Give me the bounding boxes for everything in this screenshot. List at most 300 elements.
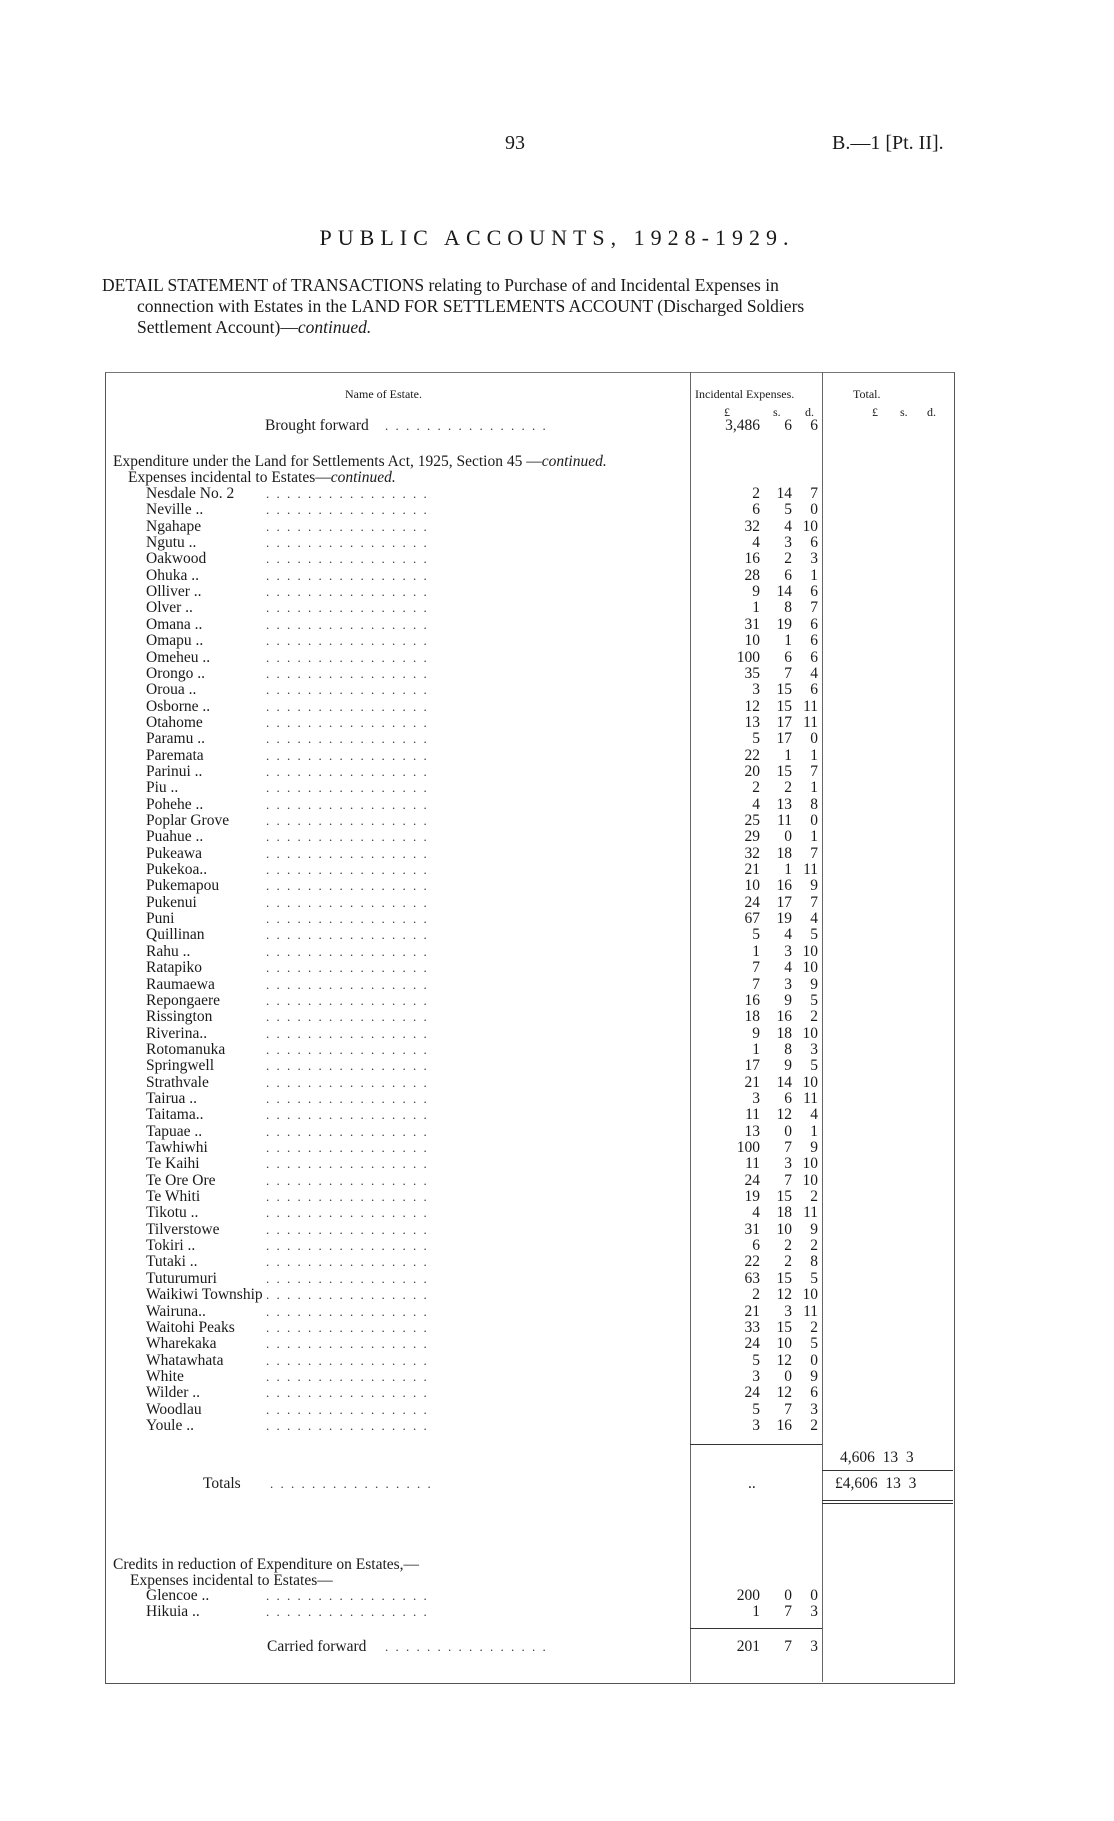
estate-pence: 2 — [810, 1318, 818, 1336]
estate-pounds: 21 — [744, 861, 760, 879]
totals-row — [0, 1476, 1114, 1492]
estate-dots: . . . . . . . . . . . . . . . . — [266, 1189, 429, 1205]
estate-row — [0, 829, 1114, 845]
estate-pounds: 3 — [752, 1089, 760, 1107]
estate-dots: . . . . . . . . . . . . . . . . — [266, 1172, 429, 1188]
section-subheading-continued: continued. — [330, 469, 396, 486]
estate-dots: . . . . . . . . . . . . . . . . — [266, 1385, 429, 1401]
estate-pence: 6 — [810, 534, 818, 552]
estate-row — [0, 1320, 1114, 1336]
estate-name: Piu .. — [146, 779, 179, 797]
subtotal-pence: 3 — [905, 1449, 914, 1466]
estate-dots: . . . . . . . . . . . . . . . . — [266, 1270, 429, 1286]
estate-pence: 6 — [810, 615, 818, 633]
estate-row — [0, 486, 1114, 502]
estate-pence: 10 — [802, 1286, 818, 1304]
estate-dots: . . . . . . . . . . . . . . . . — [266, 1319, 429, 1335]
estate-shillings: 15 — [776, 1188, 792, 1206]
estate-name: Rotomanuka — [146, 1040, 226, 1058]
estate-dots: . . . . . . . . . . . . . . . . — [266, 1368, 429, 1384]
estate-row — [0, 502, 1114, 518]
estate-name: Wharekaka — [146, 1335, 217, 1353]
estate-dots: . . . . . . . . . . . . . . . . — [266, 1140, 429, 1155]
estate-pence: 0 — [810, 1351, 818, 1369]
estate-pounds: 1 — [752, 599, 760, 617]
estate-row — [0, 731, 1114, 747]
estate-name: Springwell — [146, 1057, 215, 1075]
estate-shillings: 16 — [776, 1008, 792, 1026]
estate-pounds: 20 — [744, 762, 760, 780]
estate-dots: . . . . . . . . . . . . . . . . — [266, 747, 429, 763]
estate-row — [0, 1058, 1114, 1074]
estate-shillings: 15 — [776, 1269, 792, 1287]
header-total: Total. — [853, 387, 881, 401]
estate-row — [0, 568, 1114, 584]
estate-dots: . . . . . . . . . . . . . . . . — [266, 1303, 429, 1319]
estate-dots: . . . . . . . . . . . . . . . . — [266, 1254, 429, 1270]
estate-pounds: 7 — [752, 959, 760, 977]
estate-pounds: 31 — [744, 615, 760, 633]
estate-pence: 5 — [810, 991, 818, 1009]
estate-shillings: 1 — [784, 746, 792, 764]
estate-dots: . . . . . . . . . . . . . . . . — [266, 567, 429, 583]
estate-pounds: 22 — [744, 1253, 760, 1271]
totals-incidental: .. — [748, 1475, 756, 1492]
estate-name: Quillinan — [146, 926, 205, 944]
estate-pounds: 18 — [744, 1008, 760, 1026]
estate-pence: 5 — [810, 1057, 818, 1075]
credit-name: Glencoe .. — [146, 1587, 210, 1604]
estate-shillings: 6 — [784, 566, 792, 584]
estate-row — [0, 748, 1114, 764]
brought-forward-pounds: 3,486 — [725, 417, 760, 434]
estate-shillings: 0 — [784, 1122, 792, 1140]
estate-shillings: 1 — [784, 632, 792, 650]
estate-row — [0, 584, 1114, 600]
estate-pounds: 21 — [744, 1073, 760, 1091]
estate-pence: 10 — [802, 942, 818, 960]
estate-dots: . . . . . . . . . . . . . . . . — [266, 1107, 429, 1123]
estate-shillings: 14 — [776, 583, 792, 601]
estate-shillings: 7 — [784, 1400, 792, 1418]
credit-shillings: 7 — [784, 1603, 792, 1620]
estate-shillings: 16 — [776, 877, 792, 895]
estate-pence: 5 — [810, 1269, 818, 1287]
carried-forward-pence: 3 — [810, 1638, 818, 1655]
estate-shillings: 8 — [784, 1040, 792, 1058]
estate-shillings: 2 — [784, 550, 792, 568]
estate-pounds: 5 — [752, 730, 760, 748]
estate-name: Riverina.. — [146, 1024, 208, 1042]
estate-row — [0, 1254, 1114, 1270]
carried-forward-row — [0, 1639, 1114, 1655]
estate-name: Pukekoa.. — [146, 861, 208, 879]
estate-pounds: 7 — [752, 975, 760, 993]
brought-forward-dots: . . . . . . . . . . . . . . . . — [385, 418, 548, 433]
section-subheading-text: Expenses incidental to Estates— — [128, 469, 331, 486]
estate-dots: . . . . . . . . . . . . . . . . — [266, 551, 429, 567]
estate-pounds: 100 — [736, 648, 760, 666]
estate-row — [0, 977, 1114, 993]
estate-pounds: 5 — [752, 1400, 760, 1418]
estate-dots: . . . . . . . . . . . . . . . . — [266, 486, 429, 501]
estate-row — [0, 1042, 1114, 1058]
estate-row — [0, 1287, 1114, 1303]
estate-name: Oakwood — [146, 550, 207, 568]
incidental-sum-rule — [690, 1444, 822, 1445]
estate-pence: 8 — [810, 795, 818, 813]
estate-shillings: 2 — [784, 1237, 792, 1255]
estate-dots: . . . . . . . . . . . . . . . . — [266, 976, 429, 992]
estate-name: Ngahape — [146, 517, 202, 535]
estate-dots: . . . . . . . . . . . . . . . . — [266, 584, 429, 600]
estate-row — [0, 1140, 1114, 1156]
estate-name: Olliver .. — [146, 583, 202, 601]
credits-heading: Credits in reduction of Expenditure on Estates,— — [113, 1556, 420, 1573]
estate-pounds: 4 — [752, 534, 760, 552]
estate-pence: 3 — [810, 550, 818, 568]
page-number: 93 — [505, 132, 525, 154]
estate-pounds: 17 — [744, 1057, 760, 1075]
estate-shillings: 17 — [776, 713, 792, 731]
header-name-of-estate: Name of Estate. — [345, 387, 422, 401]
estate-pounds: 11 — [745, 1155, 760, 1173]
estate-dots: . . . . . . . . . . . . . . . . — [266, 1009, 429, 1025]
estate-pence: 6 — [810, 632, 818, 650]
estate-row — [0, 535, 1114, 551]
estate-pence: 11 — [803, 1302, 818, 1320]
estate-name: Pukenui — [146, 893, 197, 911]
estate-pounds: 1 — [752, 942, 760, 960]
estate-row — [0, 1304, 1114, 1320]
estate-shillings: 18 — [776, 1024, 792, 1042]
estate-shillings: 19 — [776, 910, 792, 928]
estate-row — [0, 600, 1114, 616]
estate-shillings: 12 — [776, 1384, 792, 1402]
estate-row — [0, 1222, 1114, 1238]
estate-shillings: 7 — [784, 664, 792, 682]
estate-dots: . . . . . . . . . . . . . . . . — [266, 714, 429, 730]
estate-name: Woodlau — [146, 1400, 202, 1418]
estate-dots: . . . . . . . . . . . . . . . . — [266, 878, 429, 894]
estate-row — [0, 617, 1114, 633]
estate-shillings: 7 — [784, 1139, 792, 1156]
estate-pounds: 2 — [752, 485, 760, 502]
estate-dots: . . . . . . . . . . . . . . . . — [266, 813, 429, 828]
estate-pounds: 32 — [744, 844, 760, 862]
estate-dots: . . . . . . . . . . . . . . . . — [266, 600, 429, 616]
estate-pence: 10 — [802, 1155, 818, 1173]
estate-pence: 11 — [803, 1204, 818, 1222]
estate-pounds: 3 — [752, 1367, 760, 1385]
credit-pounds: 200 — [736, 1587, 760, 1604]
estate-pence: 2 — [810, 1188, 818, 1206]
estate-dots: . . . . . . . . . . . . . . . . — [266, 796, 429, 812]
estate-row — [0, 895, 1114, 911]
estate-name: Tapuae .. — [146, 1122, 203, 1140]
estate-row — [0, 715, 1114, 731]
estate-dots: . . . . . . . . . . . . . . . . — [266, 698, 429, 714]
totals-label: Totals — [203, 1475, 241, 1492]
carried-forward-dots: . . . . . . . . . . . . . . . . — [385, 1639, 548, 1654]
credit-pounds: 1 — [752, 1603, 760, 1620]
estate-pounds: 28 — [744, 566, 760, 584]
subtotal-pounds: 4,606 — [840, 1449, 875, 1466]
estate-pence: 4 — [810, 1106, 818, 1124]
estate-pence: 6 — [810, 681, 818, 699]
estate-shillings: 19 — [776, 615, 792, 633]
estate-pence: 9 — [810, 975, 818, 993]
estate-shillings: 3 — [784, 534, 792, 552]
header-incidental-expenses: Incidental Expenses. — [695, 387, 795, 401]
total-pound-unit: £ — [872, 405, 878, 419]
estate-name: Nesdale No. 2 — [146, 485, 235, 502]
estate-pounds: 24 — [744, 1335, 760, 1353]
estate-row — [0, 944, 1114, 960]
estate-shillings: 14 — [776, 1073, 792, 1091]
estate-row — [0, 1418, 1114, 1434]
subtotal-shillings: 13 — [882, 1449, 899, 1466]
estate-shillings: 18 — [776, 1204, 792, 1222]
estate-pence: 0 — [810, 730, 818, 748]
estate-pence: 6 — [810, 1384, 818, 1402]
estate-dots: . . . . . . . . . . . . . . . . — [266, 502, 429, 518]
estate-pence: 8 — [810, 1253, 818, 1271]
totals-amount — [835, 1476, 916, 1492]
totals-dots: . . . . . . . . . . . . . . . . — [270, 1476, 433, 1491]
estate-shillings: 15 — [776, 681, 792, 699]
estate-row — [0, 911, 1114, 927]
estate-name: Osborne .. — [146, 697, 211, 715]
estate-row — [0, 666, 1114, 682]
carried-forward-label: Carried forward — [267, 1638, 367, 1655]
estate-dots: . . . . . . . . . . . . . . . . — [266, 763, 429, 779]
estate-pence: 4 — [810, 910, 818, 928]
estate-name: Tilverstowe — [146, 1220, 220, 1238]
estate-name: Pukeawa — [146, 844, 202, 862]
estate-pounds: 21 — [744, 1302, 760, 1320]
estate-name: Tikotu .. — [146, 1204, 199, 1222]
estate-shillings: 10 — [776, 1335, 792, 1353]
subtitle-line-3 — [104, 317, 962, 338]
estate-dots: . . . . . . . . . . . . . . . . — [266, 1090, 429, 1106]
estate-name: Rahu .. — [146, 942, 191, 960]
page-title: PUBLIC ACCOUNTS, 1928-1929. — [319, 225, 795, 250]
estate-name: Omeheu .. — [146, 648, 211, 666]
estate-pence: 7 — [810, 762, 818, 780]
total-sum-rule — [822, 1470, 953, 1471]
estate-row — [0, 1271, 1114, 1287]
estate-dots: . . . . . . . . . . . . . . . . — [266, 911, 429, 927]
estate-pence: 11 — [803, 1089, 818, 1107]
estate-dots: . . . . . . . . . . . . . . . . — [266, 682, 429, 698]
estate-row — [0, 1026, 1114, 1042]
estate-name: Tairua .. — [146, 1089, 197, 1107]
estate-row — [0, 1124, 1114, 1140]
estate-dots: . . . . . . . . . . . . . . . . — [266, 927, 429, 943]
estate-dots: . . . . . . . . . . . . . . . . — [266, 1401, 429, 1417]
estate-row — [0, 1336, 1114, 1352]
brought-forward-row — [0, 418, 1114, 434]
estate-dots: . . . . . . . . . . . . . . . . — [266, 665, 429, 681]
estate-dots: . . . . . . . . . . . . . . . . — [266, 1238, 429, 1254]
estate-row — [0, 1091, 1114, 1107]
estate-row — [0, 1075, 1114, 1091]
estate-pence: 0 — [810, 812, 818, 829]
estate-row — [0, 1009, 1114, 1025]
estate-name: Omapu .. — [146, 632, 204, 650]
estate-pence: 3 — [810, 1040, 818, 1058]
estate-shillings: 15 — [776, 762, 792, 780]
estate-shillings: 6 — [784, 1089, 792, 1107]
estate-name: Tawhiwhi — [146, 1139, 208, 1156]
estate-dots: . . . . . . . . . . . . . . . . — [266, 731, 429, 747]
estate-shillings: 9 — [784, 991, 792, 1009]
estate-shillings: 12 — [776, 1351, 792, 1369]
estate-pence: 6 — [810, 583, 818, 601]
totals-shillings: 13 — [885, 1475, 901, 1492]
estate-name: Otahome — [146, 713, 203, 731]
estate-name: Tutaki .. — [146, 1253, 198, 1271]
estate-pence: 5 — [810, 1335, 818, 1353]
totals-pence: 3 — [908, 1475, 917, 1492]
estate-name: Whatawhata — [146, 1351, 224, 1369]
estate-name: Puni — [146, 910, 175, 928]
estate-pounds: 29 — [744, 828, 760, 846]
credit-dots: . . . . . . . . . . . . . . . . — [266, 1604, 429, 1619]
estate-shillings: 5 — [784, 501, 792, 519]
estate-shillings: 12 — [776, 1286, 792, 1304]
total-pence-unit: d. — [927, 405, 936, 419]
estate-name: Neville .. — [146, 501, 204, 519]
estate-dots: . . . . . . . . . . . . . . . . — [266, 1221, 429, 1237]
estate-dots: . . . . . . . . . . . . . . . . — [266, 862, 429, 878]
estate-pounds: 3 — [752, 681, 760, 699]
estate-name: Youle .. — [146, 1416, 194, 1434]
estate-row — [0, 1238, 1114, 1254]
subtitle-line-3-text: Settlement Account)— — [137, 317, 298, 337]
brought-forward-label: Brought forward — [265, 417, 369, 434]
subtitle-line-2: connection with Estates in the LAND FOR SETTLEMENTS ACCOUNT (Discharged Soldiers — [137, 296, 805, 316]
subtitle-continued: continued. — [297, 317, 372, 337]
credit-dots: . . . . . . . . . . . . . . . . — [266, 1588, 429, 1603]
estate-pence: 7 — [810, 893, 818, 911]
estate-row — [0, 846, 1114, 862]
estate-row — [0, 764, 1114, 780]
estate-name: Pohehe .. — [146, 795, 204, 813]
estate-row — [0, 878, 1114, 894]
estate-pence: 1 — [810, 1122, 818, 1140]
estate-row — [0, 551, 1114, 567]
subtitle-line-1: DETAIL STATEMENT of TRANSACTIONS relating to Purchase of and Incidental Expenses in — [102, 275, 779, 295]
estate-dots: . . . . . . . . . . . . . . . . — [266, 1074, 429, 1090]
estate-row — [0, 1173, 1114, 1189]
estate-row — [0, 813, 1114, 829]
estate-shillings: 17 — [776, 893, 792, 911]
carried-forward-pounds: 201 — [736, 1638, 760, 1655]
estate-pence: 11 — [803, 697, 818, 715]
estate-pounds: 6 — [752, 501, 760, 519]
estate-shillings: 12 — [776, 1106, 792, 1124]
estate-name: Repongaere — [146, 991, 221, 1009]
estate-shillings: 8 — [784, 599, 792, 617]
estate-pounds: 24 — [744, 893, 760, 911]
estate-pence: 0 — [810, 501, 818, 519]
estate-name: Ratapiko — [146, 959, 202, 977]
estate-pence: 1 — [810, 828, 818, 846]
estate-dots: . . . . . . . . . . . . . . . . — [266, 960, 429, 976]
estate-name: Rissington — [146, 1008, 213, 1026]
estate-pence: 7 — [810, 599, 818, 617]
estate-name: Te Ore Ore — [146, 1171, 216, 1189]
estate-pounds: 9 — [752, 1024, 760, 1042]
credit-pence: 3 — [810, 1603, 818, 1620]
estate-pence: 2 — [810, 1237, 818, 1255]
estate-dots: . . . . . . . . . . . . . . . . — [266, 1205, 429, 1221]
estate-pounds: 1 — [752, 1040, 760, 1058]
estate-pounds: 4 — [752, 795, 760, 813]
estate-pence: 2 — [810, 1416, 818, 1434]
estate-shillings: 1 — [784, 861, 792, 879]
estate-pence: 3 — [810, 1400, 818, 1418]
estate-shillings: 18 — [776, 844, 792, 862]
estate-shillings: 0 — [784, 1367, 792, 1385]
estate-pence: 10 — [802, 1024, 818, 1042]
section-heading-text: Expenditure under the Land for Settlements Act, 1925, Section 45 — — [113, 453, 542, 470]
estate-row — [0, 1385, 1114, 1401]
estate-name: Waikiwi Township — [146, 1286, 263, 1304]
estate-shillings: 17 — [776, 730, 792, 748]
credits-sum-rule — [690, 1628, 822, 1629]
incidental-shilling-unit: s. — [773, 405, 781, 419]
estate-pence: 10 — [802, 959, 818, 977]
estate-name: Wilder .. — [146, 1384, 201, 1402]
brought-forward-pence: 6 — [810, 417, 818, 434]
estate-pence: 5 — [810, 926, 818, 944]
estate-row — [0, 1369, 1114, 1385]
totals-pounds: £4,606 — [835, 1475, 878, 1492]
estate-dots: . . . . . . . . . . . . . . . . — [266, 894, 429, 910]
estate-name: Raumaewa — [146, 975, 215, 993]
estate-pounds: 63 — [744, 1269, 760, 1287]
estate-dots: . . . . . . . . . . . . . . . . — [266, 1352, 429, 1368]
estate-dots: . . . . . . . . . . . . . . . . — [266, 943, 429, 959]
credit-row — [0, 1604, 1114, 1620]
estate-pence: 10 — [802, 517, 818, 535]
estate-shillings: 4 — [784, 517, 792, 535]
estate-name: Paremata — [146, 746, 204, 764]
estate-pence: 6 — [810, 648, 818, 666]
estate-row — [0, 927, 1114, 943]
estate-row — [0, 1156, 1114, 1172]
estate-pence: 1 — [810, 779, 818, 797]
estate-dots: . . . . . . . . . . . . . . . . — [266, 1417, 429, 1433]
credit-name: Hikuia .. — [146, 1603, 200, 1620]
estate-pence: 9 — [810, 1139, 818, 1156]
estate-row — [0, 993, 1114, 1009]
totals-double-rule-1 — [822, 1500, 953, 1501]
estate-pounds: 13 — [744, 1122, 760, 1140]
estate-pounds: 10 — [744, 632, 760, 650]
estate-name: White — [146, 1367, 184, 1385]
estate-pounds: 24 — [744, 1171, 760, 1189]
estate-row — [0, 862, 1114, 878]
estate-shillings: 10 — [776, 1220, 792, 1238]
estate-row — [0, 1205, 1114, 1221]
estate-pounds: 12 — [744, 697, 760, 715]
incidental-pence-unit: d. — [805, 405, 814, 419]
estate-pounds: 10 — [744, 877, 760, 895]
